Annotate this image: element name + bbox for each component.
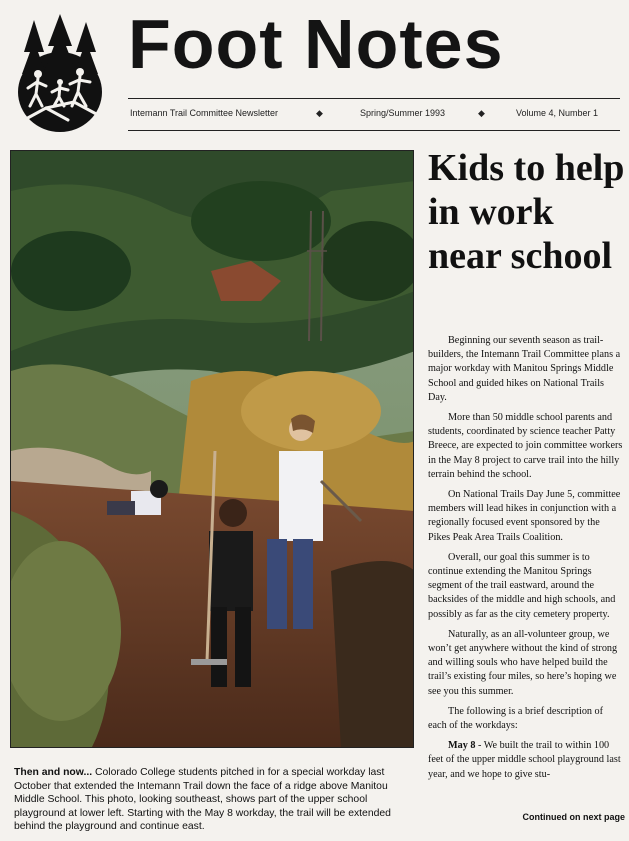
masthead-top-rule [128, 98, 620, 99]
article-paragraph: Overall, our goal this summer is to continue extending the Manitou Springs segment of the trail eastward, around the backsides of the middle and high schools, and possibly as far as the city cemetery property. [428, 551, 616, 620]
workday-description: - We built the trail to within 100 feet of the upper middle school playground last year, and we hope to give stu- [428, 740, 621, 780]
caption-lead: Then and now... [14, 767, 93, 778]
publisher-label: Intemann Trail Committee Newsletter [130, 108, 279, 118]
newsletter-title: Foot Notes [128, 5, 504, 83]
article-paragraph: More than 50 middle school parents and students, coordinated by science teacher Patty Breece, are expected to join committee workers in the May 8 project to carve trail into the hilly terrain behind the school. [428, 412, 623, 480]
volume-number: Volume 4, Number 1 [516, 108, 599, 118]
separator-diamond-icon: ◆ [316, 108, 323, 118]
article-body [428, 334, 624, 788]
continued-link: Continued on next page [522, 812, 625, 822]
photo-caption [14, 766, 414, 834]
trail-work-photo [10, 150, 414, 748]
separator-diamond-icon: ◆ [478, 108, 485, 118]
masthead-bottom-rule [128, 130, 620, 131]
article-paragraph: The following is a brief description of each of the workdays: [428, 705, 604, 732]
article-paragraph [428, 739, 624, 782]
newsletter-logo [16, 12, 104, 132]
issue-info-bar [128, 108, 620, 124]
issue-date: Spring/Summer 1993 [360, 108, 446, 118]
article-paragraph: On National Trails Day June 5, committee members will lead hikes in conjunction with a regionally focused event sponsored by the Pikes Peak Area Trails Coalition. [428, 489, 621, 543]
workday-date: May 8 [448, 740, 476, 752]
article-headline: Kids to help in work near school [428, 147, 625, 277]
article-paragraph: Beginning our seventh season as trail-builders, the Intemann Trail Committee plans a major workday with Manitou Springs Middle School and guided hikes on National Trails Day. [428, 335, 621, 403]
article-paragraph: Naturally, as an all-volunteer group, we won’t get anywhere without the kind of strong and willing souls who have helped build the trail’s existing four miles, so here’s hoping we see you this summer. [428, 628, 618, 697]
caption-text: Colorado College students pitched in for a special workday last October that extended the Intemann Trail down the face of a ridge above Manitou Middle School. This photo, looking southeast, shows part of the upper school playground at lower left. Starting with the May 8 workday, the trail will be extended behind the playground and continue east. [14, 767, 391, 833]
